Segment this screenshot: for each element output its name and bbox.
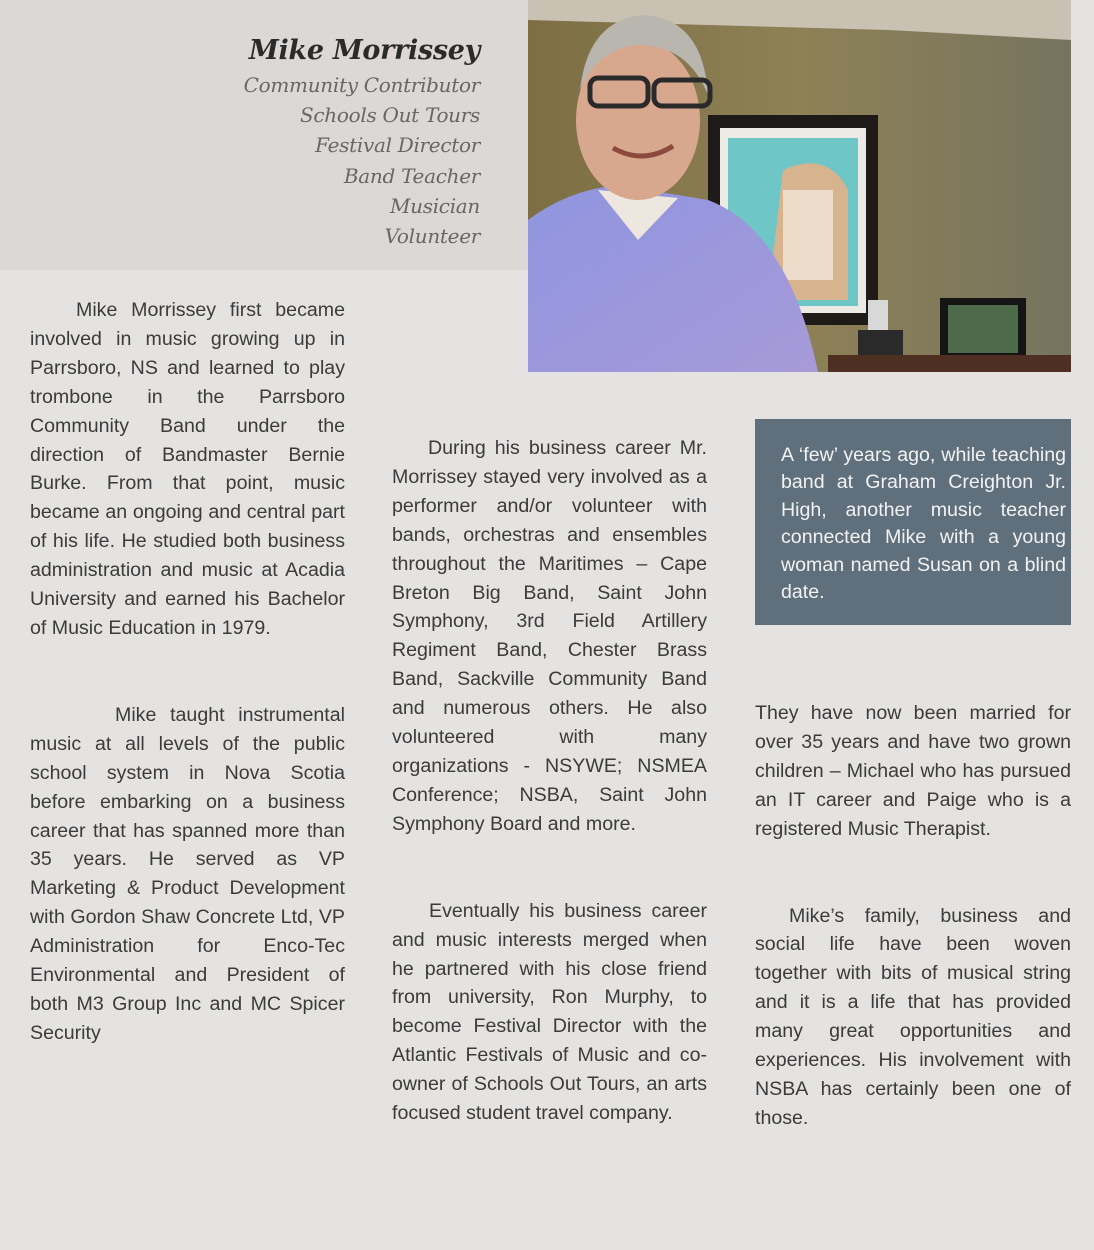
- role-musician: Musician: [389, 193, 480, 218]
- column-right: [755, 699, 1071, 1133]
- role-band-teacher: Band Teacher: [343, 163, 480, 188]
- role-volunteer: Volunteer: [384, 224, 480, 249]
- column-left: [30, 296, 345, 1048]
- callout-text: A ‘few’ years ago, while teaching band at Graham Creighton Jr. High, another music teacher connected Mike with a young woman named Susan on a blind date.: [781, 444, 1066, 604]
- callout-box: [755, 419, 1071, 625]
- person-name: Mike Morrissey: [248, 35, 480, 66]
- paragraph-early-life: Mike Morrissey first became involved in music growing up in Parrsboro, NS and learned to play trombone in the Parrsboro Community Band under the direction of Bandmaster Bernie Burke. From that point, music became an ongoing and central part of his life. He studied both business administration and music at Acadia University and earned his Bachelor of Music Education in 1979.: [30, 299, 345, 639]
- paragraph-performer: During his business career Mr. Morrissey stayed very involved as a performer and/or volunteer with bands, orchestras and ensembles throughout the Maritimes – Cape Breton Big Band, Saint John Symphony, 3rd Field Artillery Regiment Band, Chester Brass Band, Sackville Community Band and numerous others. He also volunteered with many organizations - NSYWE; NSMEA Conference; NSBA, Saint John Symphony Board and more.: [392, 437, 707, 835]
- role-schools-out-tours: Schools Out Tours: [300, 103, 480, 128]
- portrait-photo-illustration: [528, 0, 1071, 372]
- paragraph-career: Mike taught instrumental music at all levels of the public school system in Nova Scotia before embarking on a business career that has spanned more than 35 years. He served as VP Marketing & Product Development with Gordon Shaw Concrete Ltd, VP Administration for Enco-Tec Environmental and President of both M3 Group Inc and MC Spicer Security: [30, 703, 345, 1044]
- paragraph-woven-life: Mike’s family, business and social life have been woven together with bits of musical string and it is a life that has provided many great opportunities and experiences. His involvement with NSBA has certainly been one of those.: [755, 904, 1071, 1129]
- portrait-photo: [528, 0, 1071, 372]
- role-festival-director: Festival Director: [315, 133, 480, 158]
- column-middle: [392, 434, 707, 1128]
- header-text: [244, 32, 480, 251]
- role-community-contributor: Community Contributor: [243, 73, 480, 97]
- paragraph-festival: Eventually his business career and music interests merged when he partnered with his close friend from university, Ron Murphy, to become Festival Director with the Atlantic Festivals of Music and co-owner of Schools Out Tours, an arts focused student travel company.: [392, 899, 707, 1125]
- header-box: [0, 0, 528, 270]
- paragraph-family: They have now been married for over 35 years and have two grown children – Michael who has pursued an IT career and Paige who is a registered Music Therapist.: [755, 702, 1071, 840]
